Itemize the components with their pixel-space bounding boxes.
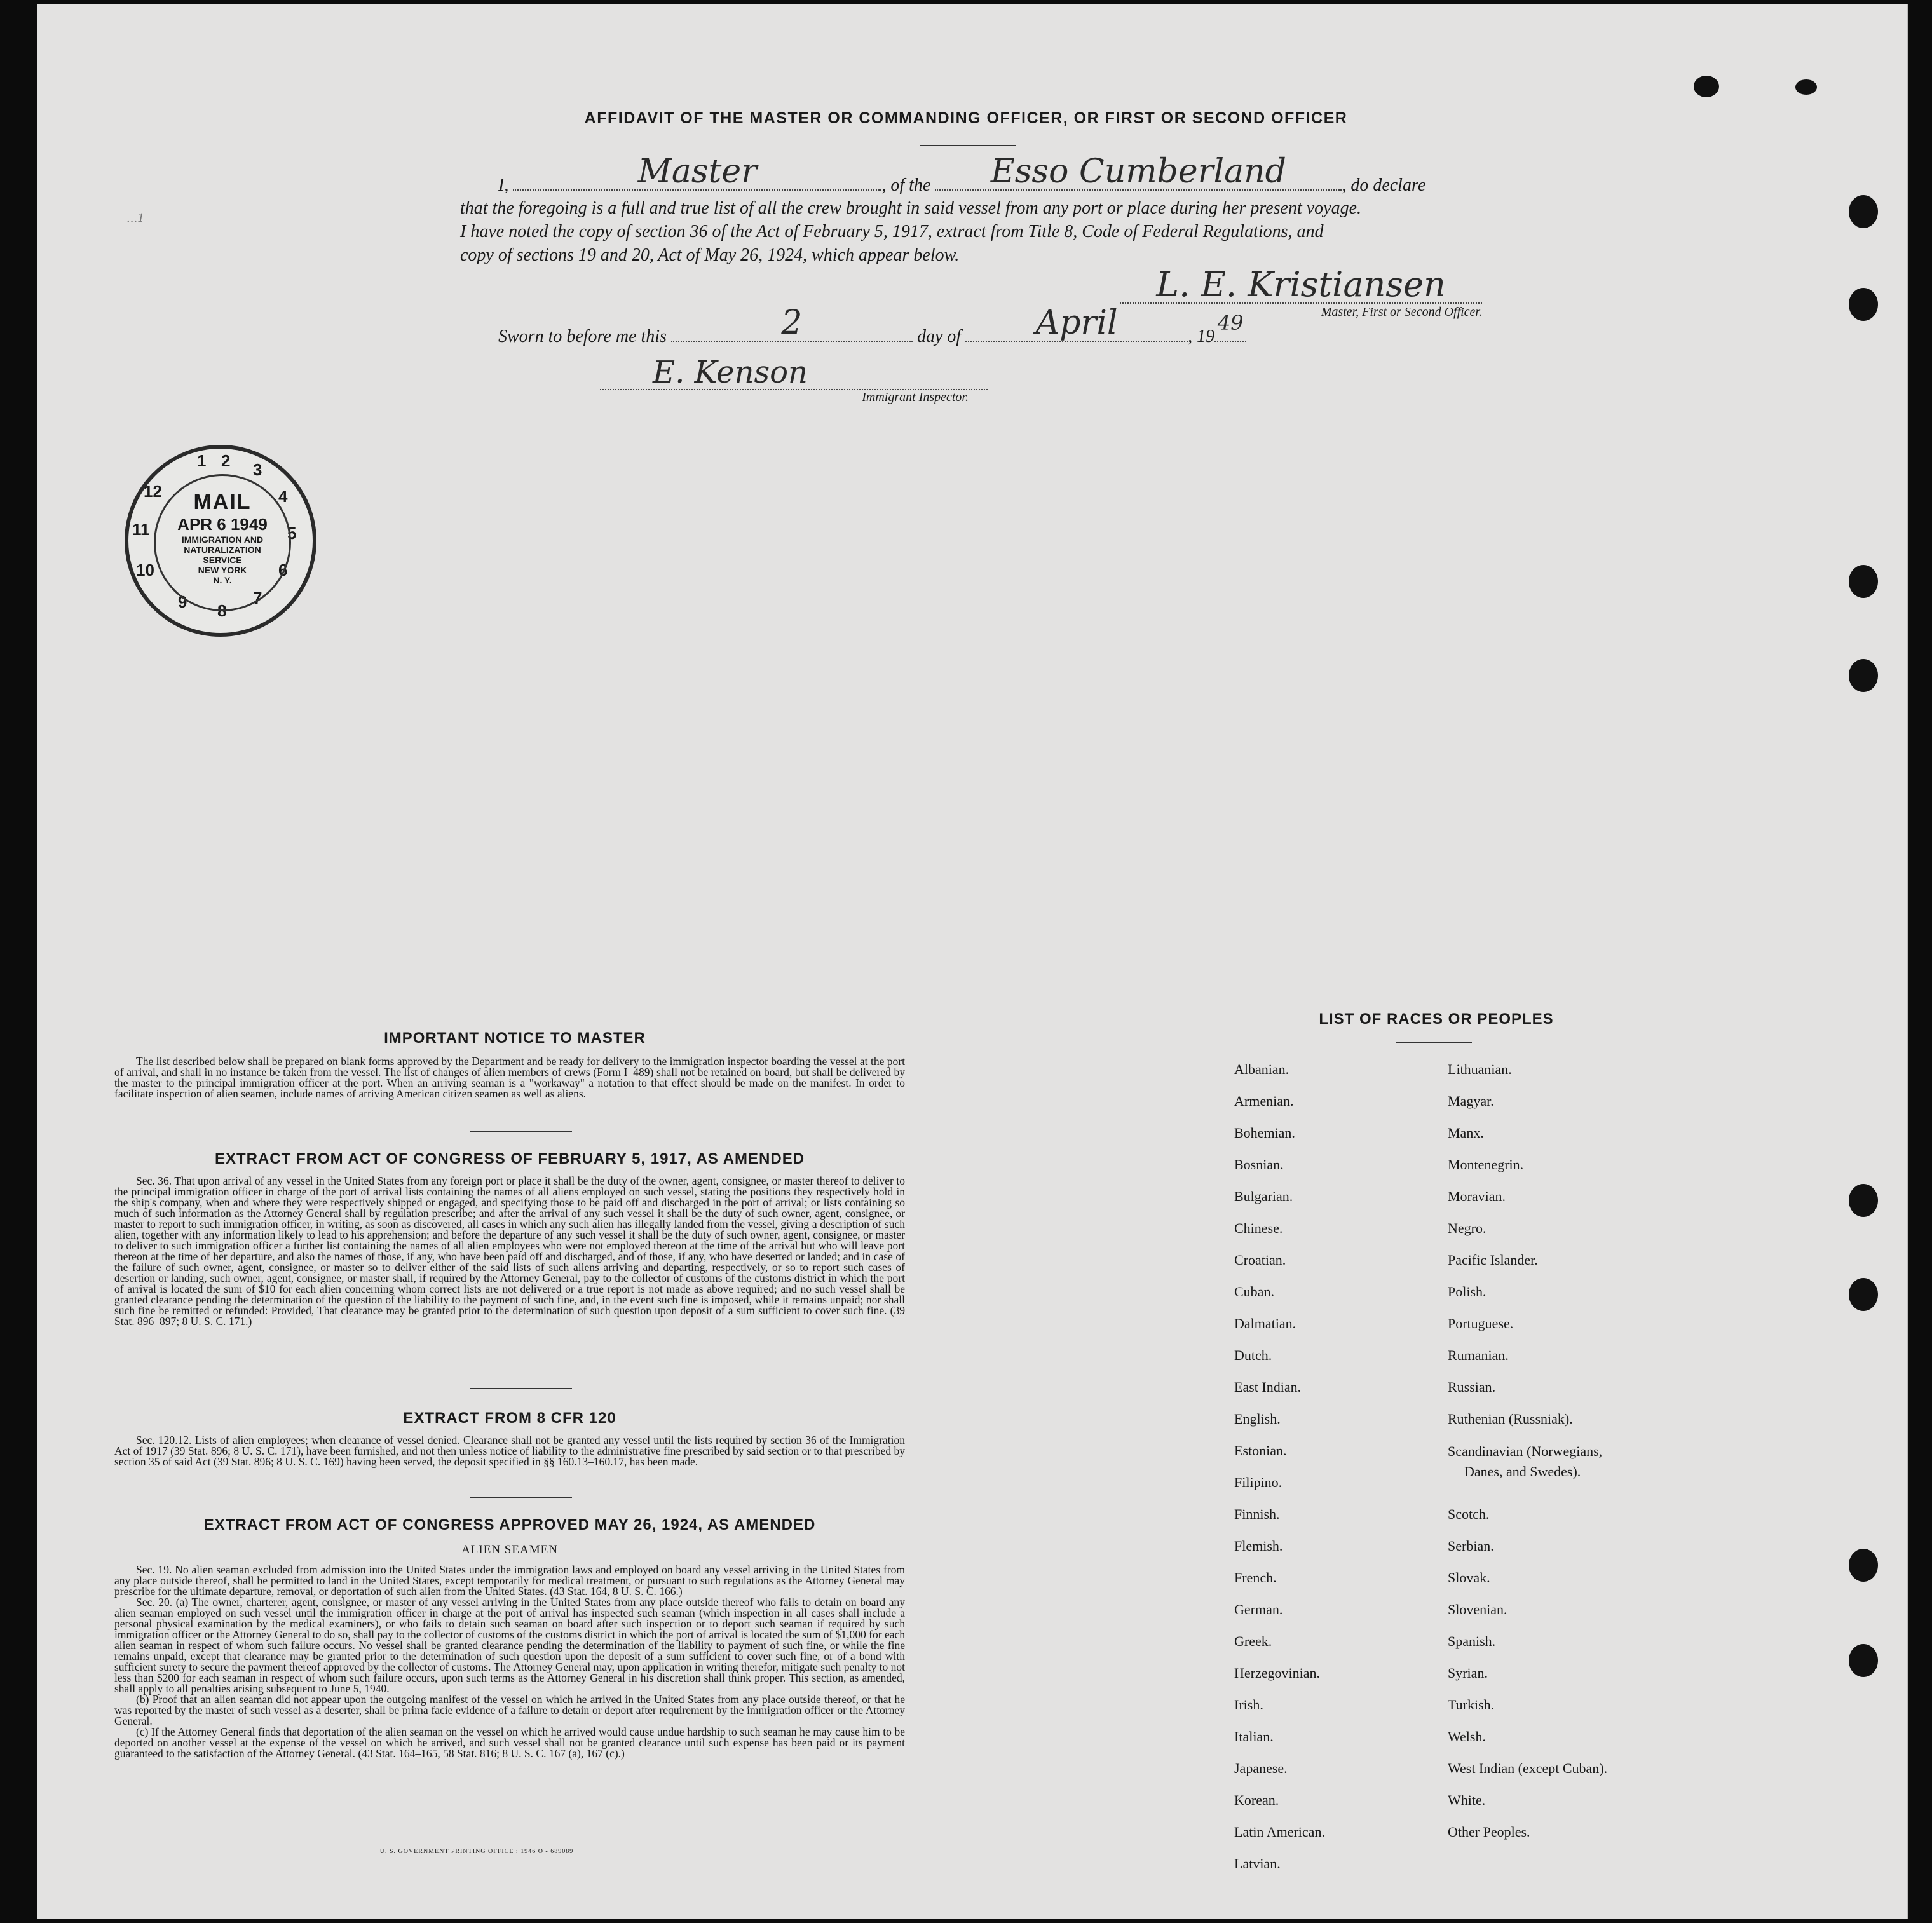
race-item: Korean. bbox=[1234, 1792, 1279, 1808]
race-item: Ruthenian (Russniak). bbox=[1448, 1411, 1573, 1427]
race-item: Armenian. bbox=[1234, 1093, 1294, 1109]
race-item: Flemish. bbox=[1234, 1538, 1283, 1554]
extract-cfr-paragraph: Sec. 120.12. Lists of alien employees; when clearance of vessel denied. Clearance shall not be granted any vessel until the lists required by section 36 of the Immigration Act of 1917 (39 Stat. 896; 8 U. S. C. 171), have been furnished, and not then unless notice of liability to the administrative fine prescribed by said section or to that prescribed by section 35 of said Act (39 Stat. 896; 8 U. S. C. 169) having been served, the deposit specified in §§ 160.13–160.17, has been made. bbox=[114, 1434, 905, 1468]
printing-office-footer: U. S. GOVERNMENT PRINTING OFFICE : 1946 O - 689089 bbox=[379, 1848, 574, 1855]
stamp-number: 1 bbox=[197, 451, 207, 470]
race-item: Chinese. bbox=[1234, 1220, 1283, 1236]
affidavit-line-2: that the foregoing is a full and true list of all the crew brought in said vessel from any port or place during her present voyage. bbox=[460, 198, 1362, 218]
sworn-month-field bbox=[965, 304, 1188, 342]
stamp-number: 12 bbox=[144, 482, 162, 501]
stamp-number: 7 bbox=[253, 588, 262, 608]
race-item: Manx. bbox=[1448, 1125, 1484, 1141]
race-item: Estonian. bbox=[1234, 1443, 1287, 1458]
extract-1917-title: EXTRACT FROM ACT OF CONGRESS OF FEBRUARY 5, 1917, AS AMENDED bbox=[214, 1150, 805, 1167]
notice-paragraph: The list described below shall be prepared on blank forms approved by the Department and be ready for delivery to the immigration inspector boarding the vessel at the port of arrival, and shall in no instance be taken from the vessel. The list of changes of alien members of crews (Form I–489) shall not be retained on board, but shall be delivered by the master to the principal immigration officer at the port. When an arriving seaman is a "workaway" a notation to that effect should be made on the manifest. In order to facilitate inspection of alien seamen, include names of arriving American citizen seamen as well as aliens. bbox=[114, 1055, 905, 1100]
sworn-day-field bbox=[671, 304, 913, 342]
rank-field bbox=[513, 153, 881, 191]
race-item: Rumanian. bbox=[1448, 1347, 1509, 1363]
sworn-year: 49 bbox=[1217, 311, 1244, 335]
race-item: Slovak. bbox=[1448, 1570, 1490, 1586]
inspector-signature-block bbox=[600, 356, 988, 405]
punch-hole bbox=[1849, 1184, 1878, 1217]
stamp-state: N. Y. bbox=[213, 575, 232, 585]
punch-hole bbox=[1849, 565, 1878, 598]
stamp-agency-1: IMMIGRATION AND bbox=[181, 534, 264, 545]
sworn-19: , 19 bbox=[1188, 327, 1215, 346]
race-item: Negro. bbox=[1448, 1220, 1486, 1236]
race-item: Bulgarian. bbox=[1234, 1188, 1293, 1204]
section-rule bbox=[470, 1131, 572, 1132]
race-item: Herzegovinian. bbox=[1234, 1665, 1320, 1681]
extract-1917-body bbox=[114, 1176, 905, 1327]
extract-1924-sec20b: (b) Proof that an alien seaman did not appear upon the outgoing manifest of the vessel on which he arrived in the United States from any place outside thereof, or that he was reported by the master of such vessel as a deserter, shall be prima facie evidence of a failure to detain or deport after requirement by the immigration officer or the Attorney General. bbox=[114, 1693, 905, 1727]
punch-hole bbox=[1849, 288, 1878, 321]
extract-1917-paragraph: Sec. 36. That upon arrival of any vessel in the United States from any foreign port or place it shall be the duty of the owner, agent, consignee, or master thereof to deliver to the principal immigration officer in charge of the port of arrival lists containing the names of all aliens employed on such vessel, stating the positions they respectively hold in the ship's company, when and where they were respectively shipped or engaged, and specifying those to be paid off and discharged in the port of arrival; or lists containing so much of such information as the Attorney General shall by regulation prescribe; and after the arrival of any such vessel it shall be the duty of such owner, agent, consignee, or master to report to such immigration officer, in writing, as soon as discovered, all cases in which any such alien has illegally landed from the vessel, giving a description of such alien, together with any information likely to lead to his apprehension; and before the departure of any such vessel it shall be the duty of such owner, agent, consignee, or master to deliver to such immigration officer a further list containing the names of all alien employees who were not employed thereon at the time of the arrival but who will leave port thereon at the time of her departure, and also the names of those, if any, who have been paid off and discharged, and of those, if any, who have deserted or landed; and in case of the failure of such owner, agent, consignee, or master so to deliver either of the said lists of such aliens arriving and departing, respectively, or so to report such cases of desertion or landing, such owner, agent, consignee, or master shall, if required by the Attorney General, pay to the collector of customs of the customs district in which the port of arrival is located the sum of $10 for each alien concerning whom correct lists are not delivered or a true report is not made as above required; and no such vessel shall be granted clearance pending the determination of the question of the liability to the payment of such fine, and, in the event such fine is imposed, while it remains unpaid; nor shall such fine be remitted or refunded: Provided, That clearance may be granted prior to the determination of such question upon deposit of a sum sufficient to cover such fine. (39 Stat. 896–897; 8 U. S. C. 171.) bbox=[114, 1174, 905, 1328]
race-item: German. bbox=[1234, 1601, 1283, 1617]
stamp-number: 2 bbox=[221, 451, 231, 470]
race-item: Latin American. bbox=[1234, 1824, 1325, 1840]
margin-note: ...1 bbox=[126, 212, 145, 225]
punch-hole bbox=[1849, 1644, 1878, 1677]
race-item: Lithuanian. bbox=[1448, 1061, 1512, 1077]
race-item: Moravian. bbox=[1448, 1188, 1506, 1204]
stamp-number: 11 bbox=[132, 520, 150, 539]
rank-handwritten: Master bbox=[637, 153, 758, 191]
race-item: Magyar. bbox=[1448, 1093, 1494, 1109]
affidavit-line-4: copy of sections 19 and 20, Act of May 26, 1924, which appear below. bbox=[460, 245, 960, 265]
stamp-center bbox=[154, 474, 291, 611]
race-item: Scotch. bbox=[1448, 1506, 1490, 1522]
ink-blot bbox=[1694, 76, 1719, 97]
race-item: Bosnian. bbox=[1234, 1157, 1284, 1172]
extract-1924-sec20a: Sec. 20. (a) The owner, charterer, agent, consignee, or master of any vessel arriving in the United States from any place outside thereof who fails to detain on board any alien seaman employed on such vessel until the immigration officer in charge at the port of arrival has inspected such seaman (which inspection in all cases shall include a personal physical examination by the medical examiners), or who fails to detain such seaman on board after such inspection or to deport such seaman if required by such immigration officer or the Attorney General to do so, shall pay to the collector of customs of the customs district in which the port of arrival is located the sum of $1,000 for each alien seaman in respect of whom such failure occurs. No vessel shall be granted clearance pending the determination of the liability to payment of such fine, or while the fine remains unpaid, except that clearance may be granted prior to the determination of such question upon the deposit of a sum sufficient to cover such fine, or of a bond with sufficient surety to secure the payment thereof approved by the collector of customs. The Attorney General may, upon application in writing therefor, mitigate such penalty to not less than $200 for each seaman in respect of whom such failure occurs, upon such terms as the Attorney General in his discretion shall think proper. This section, as amended, shall apply to all penalties arising subsequent to June 5, 1940. bbox=[114, 1596, 905, 1695]
race-item: East Indian. bbox=[1234, 1379, 1302, 1395]
notice-title: IMPORTANT NOTICE TO MASTER bbox=[384, 1029, 646, 1047]
punch-hole bbox=[1849, 659, 1878, 692]
stamp-number: 10 bbox=[136, 561, 154, 580]
stamp-number: 6 bbox=[278, 561, 288, 580]
inspector-caption: Immigrant Inspector. bbox=[862, 390, 969, 404]
race-item: Greek. bbox=[1234, 1633, 1272, 1649]
race-item: Bohemian. bbox=[1234, 1125, 1295, 1141]
race-item: Portuguese. bbox=[1448, 1315, 1514, 1331]
ink-blot bbox=[1795, 79, 1817, 95]
mail-date-stamp bbox=[125, 445, 316, 637]
affidavit-body bbox=[460, 153, 1485, 267]
extract-1924-sec19: Sec. 19. No alien seaman excluded from admission into the United States under the immigration laws and employed on board any vessel arriving in the United States from any place outside thereof, shall be permitted to land in the United States, except temporarily for medical treatment, or pursuant to such regulations as the Attorney General may prescribe for the ultimate departure, removal, or deportation of such alien from the United States. (43 Stat. 164, 8 U. S. C. 166.) bbox=[114, 1563, 905, 1598]
extract-1924-body bbox=[114, 1565, 905, 1759]
race-item: Latvian. bbox=[1234, 1856, 1281, 1872]
race-item: Croatian. bbox=[1234, 1252, 1286, 1268]
race-item: Serbian. bbox=[1448, 1538, 1494, 1554]
inspector-signature: E. Kenson bbox=[600, 356, 988, 390]
race-item: Albanian. bbox=[1234, 1061, 1289, 1077]
affidavit-declare: , do declare bbox=[1342, 175, 1426, 195]
race-item: West Indian (except Cuban). bbox=[1448, 1760, 1608, 1776]
affidavit-i: I, bbox=[498, 175, 509, 195]
stamp-number: 4 bbox=[278, 487, 288, 506]
race-item: Filipino. bbox=[1234, 1474, 1282, 1490]
extract-cfr-body bbox=[114, 1435, 905, 1467]
vessel-field bbox=[935, 153, 1342, 191]
extract-1924-title: EXTRACT FROM ACT OF CONGRESS APPROVED MAY 26, 1924, AS AMENDED bbox=[203, 1516, 816, 1533]
race-item: Slovenian. bbox=[1448, 1601, 1507, 1617]
extract-1924-sec20c: (c) If the Attorney General finds that deportation of the alien seaman on the vessel on which he arrived would cause undue hardship to such seaman he may cause him to be deported on another vessel at the expense of the vessel on which he arrived, and such vessel shall not be granted clearance until such expense has been paid or its payment guaranteed to the satisfaction of the Attorney General. (43 Stat. 164–165, 58 Stat. 816; 8 U. S. C. 167 (a), 167 (c).) bbox=[114, 1725, 905, 1760]
notice-body bbox=[114, 1056, 905, 1099]
stamp-agency-2: NATURALIZATION bbox=[184, 545, 261, 555]
race-item: White. bbox=[1448, 1792, 1486, 1808]
title-rule bbox=[920, 145, 1016, 146]
race-item: Russian. bbox=[1448, 1379, 1496, 1395]
race-item: Pacific Islander. bbox=[1448, 1252, 1538, 1268]
races-column-1 bbox=[1234, 1054, 1325, 1880]
race-item: Irish. bbox=[1234, 1697, 1263, 1713]
stamp-number: 9 bbox=[178, 592, 187, 611]
races-rule bbox=[1396, 1042, 1472, 1043]
section-rule bbox=[470, 1497, 572, 1498]
stamp-number: 5 bbox=[287, 524, 297, 543]
race-item: Japanese. bbox=[1234, 1760, 1288, 1776]
section-rule bbox=[470, 1388, 572, 1389]
master-signature: L. E. Kristiansen bbox=[1120, 267, 1482, 304]
race-item: Spanish. bbox=[1448, 1633, 1496, 1649]
affidavit-line-3: I have noted the copy of section 36 of the Act of February 5, 1917, extract from Title 8, Code of Federal Regulations, and bbox=[460, 222, 1324, 241]
race-item: French. bbox=[1234, 1570, 1277, 1586]
stamp-date: APR 6 1949 bbox=[177, 515, 268, 534]
race-item: Italian. bbox=[1234, 1729, 1274, 1744]
sworn-day-of: day of bbox=[916, 327, 962, 346]
punch-hole bbox=[1849, 195, 1878, 228]
race-item: Montenegrin. bbox=[1448, 1157, 1524, 1172]
stamp-number: 3 bbox=[253, 460, 262, 479]
race-item: Cuban. bbox=[1234, 1284, 1274, 1300]
race-item: Finnish. bbox=[1234, 1506, 1280, 1522]
race-item: Polish. bbox=[1448, 1284, 1486, 1300]
punch-hole bbox=[1849, 1549, 1878, 1582]
affidavit-line-1 bbox=[460, 153, 1485, 196]
sworn-text: Sworn to before me this bbox=[498, 327, 667, 346]
race-item: Syrian. bbox=[1448, 1665, 1488, 1681]
vessel-handwritten: Esso Cumberland bbox=[990, 153, 1286, 191]
extract-cfr-title: EXTRACT FROM 8 CFR 120 bbox=[403, 1410, 616, 1427]
race-item: Dalmatian. bbox=[1234, 1315, 1296, 1331]
race-item: Other Peoples. bbox=[1448, 1824, 1530, 1840]
sworn-day: 2 bbox=[781, 304, 803, 342]
stamp-number: 8 bbox=[217, 601, 227, 620]
race-item: Dutch. bbox=[1234, 1347, 1272, 1363]
race-item: Scandinavian (Norwegians, bbox=[1448, 1443, 1603, 1459]
races-title: LIST OF RACES OR PEOPLES bbox=[1319, 1010, 1554, 1028]
sworn-year-field bbox=[1214, 311, 1246, 342]
affidavit-title: AFFIDAVIT OF THE MASTER OR COMMANDING OFFICER, OR FIRST OR SECOND OFFICER bbox=[584, 109, 1348, 127]
sworn-month: April bbox=[1035, 304, 1118, 342]
sworn-line bbox=[498, 304, 1246, 347]
stamp-city: NEW YORK bbox=[198, 565, 247, 575]
master-caption: Master, First or Second Officer. bbox=[1321, 305, 1482, 319]
race-item: Danes, and Swedes). bbox=[1464, 1464, 1581, 1479]
punch-hole bbox=[1849, 1278, 1878, 1311]
race-item: Turkish. bbox=[1448, 1697, 1495, 1713]
affidavit-of-the: , of the bbox=[881, 175, 931, 195]
extract-1924-subtitle: ALIEN SEAMEN bbox=[461, 1543, 558, 1556]
races-column-2 bbox=[1448, 1054, 1607, 1848]
race-item: Welsh. bbox=[1448, 1729, 1486, 1744]
stamp-mail: MAIL bbox=[193, 490, 252, 514]
stamp-agency-3: SERVICE bbox=[203, 555, 242, 565]
race-item: English. bbox=[1234, 1411, 1281, 1427]
